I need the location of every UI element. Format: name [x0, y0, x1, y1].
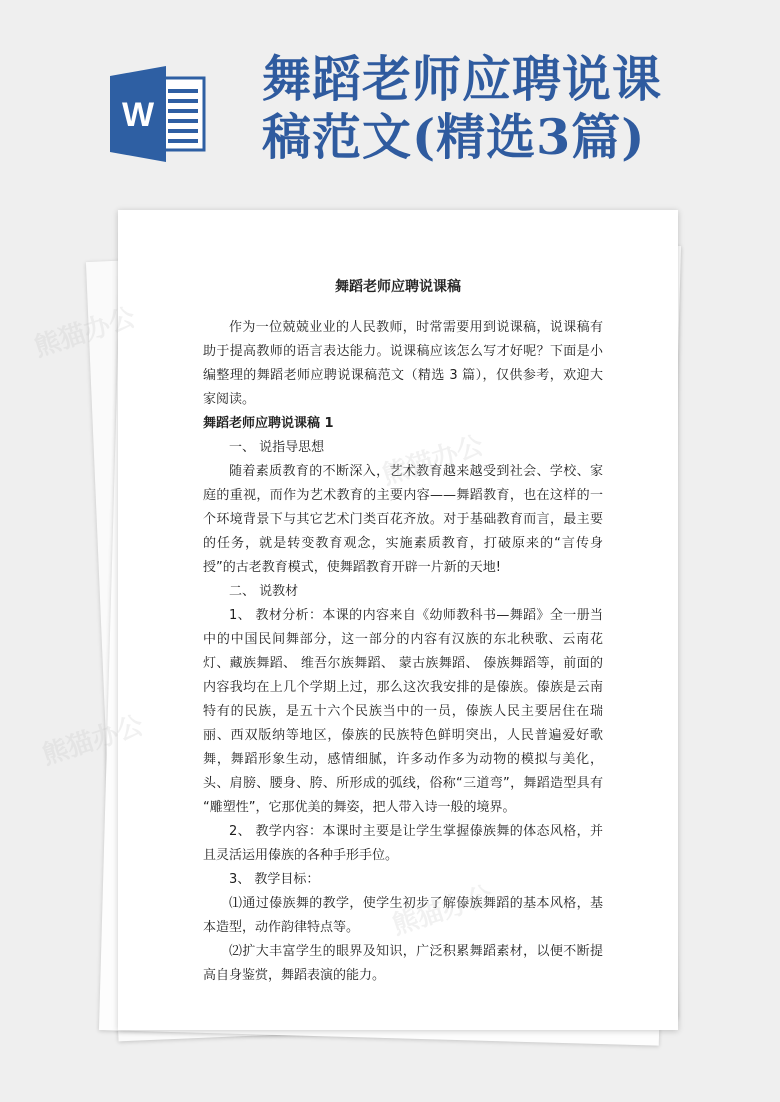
guiding-thought-paragraph: 随着素质教育的不断深入，艺术教育越来越受到社会、学校、家庭的重视，而作为艺术教育的主要内容——舞蹈教育，也在这样的一个环境背景下与其它艺术门类百花齐放。对于基础教育而言，最主要的任务，就是转变教育观念，实施素质教育，打破原来的“言传身授”的古老教育模式，使舞蹈教育开辟一片新的天地!: [203, 464, 603, 575]
watermark: 熊猫办公: [30, 302, 139, 364]
goal-item: ⑴通过傣族舞的教学，使学生初步了解傣族舞蹈的基本风格，基本造型，动作韵律特点等。: [203, 896, 603, 935]
title-line-2: 稿范文(精选3篇): [262, 108, 646, 166]
intro-paragraph: 作为一位兢兢业业的人民教师，时常需要用到说课稿，说课稿有助于提高教师的语言表达能力。说课稿应该怎么写才好呢？下面是小编整理的舞蹈老师应聘说课稿范文（精选 3 篇），仅供参考，欢迎大家阅读。: [203, 320, 603, 407]
teaching-goals-heading: 3、 教学目标：: [229, 872, 320, 887]
teaching-content-paragraph: 2、 教学内容：本课时主要是让学生掌握傣族舞的体态风格，并且灵活运用傣族的各种手形手位。: [203, 824, 603, 863]
document-page: [118, 210, 678, 1030]
page-title: [262, 50, 762, 166]
document-body: [203, 316, 603, 988]
document-heading: 舞蹈老师应聘说课稿: [335, 279, 461, 295]
section-heading: 二、 说教材: [229, 584, 299, 599]
watermark: 熊猫办公: [388, 880, 497, 942]
section-heading: 一、 说指导思想: [229, 440, 325, 455]
word-icon-letter: W: [121, 96, 155, 134]
watermark: 熊猫办公: [378, 430, 487, 492]
watermark: 熊猫办公: [38, 710, 147, 772]
title-line-1: 舞蹈老师应聘说课: [262, 50, 663, 108]
material-analysis-paragraph: 1、 教材分析：本课的内容来自《幼师教科书—舞蹈》全一册当中的中国民间舞部分，这一部分的内容有汉族的东北秧歌、云南花灯、藏族舞蹈、 维吾尔族舞蹈、 蒙古族舞蹈、 傣族舞蹈等，前面的内容我均在上几个学期上过，那么这次我安排的是傣族。傣族是云南特有的民族，是五十六个民族当中的一员，傣族人民主要居住在瑞丽、西双版纳等地区，傣族的民族特色鲜明突出，人民普遍爱好歌舞，舞蹈形象生动，感情细腻，许多动作多为动物的模拟与美化，头、肩膀、腰身、胯、所形成的弧线，俗称“三道弯”，舞蹈造型具有 “雕塑性”，它那优美的舞姿，把人带入诗一般的境界。: [203, 608, 603, 815]
header: [0, 0, 780, 200]
word-document-icon: [108, 64, 208, 164]
goal-item: ⑵扩大丰富学生的眼界及知识，广泛积累舞蹈素材，以便不断提高自身鉴赏，舞蹈表演的能力。: [203, 944, 603, 983]
section-title: 舞蹈老师应聘说课稿 1: [203, 416, 334, 431]
